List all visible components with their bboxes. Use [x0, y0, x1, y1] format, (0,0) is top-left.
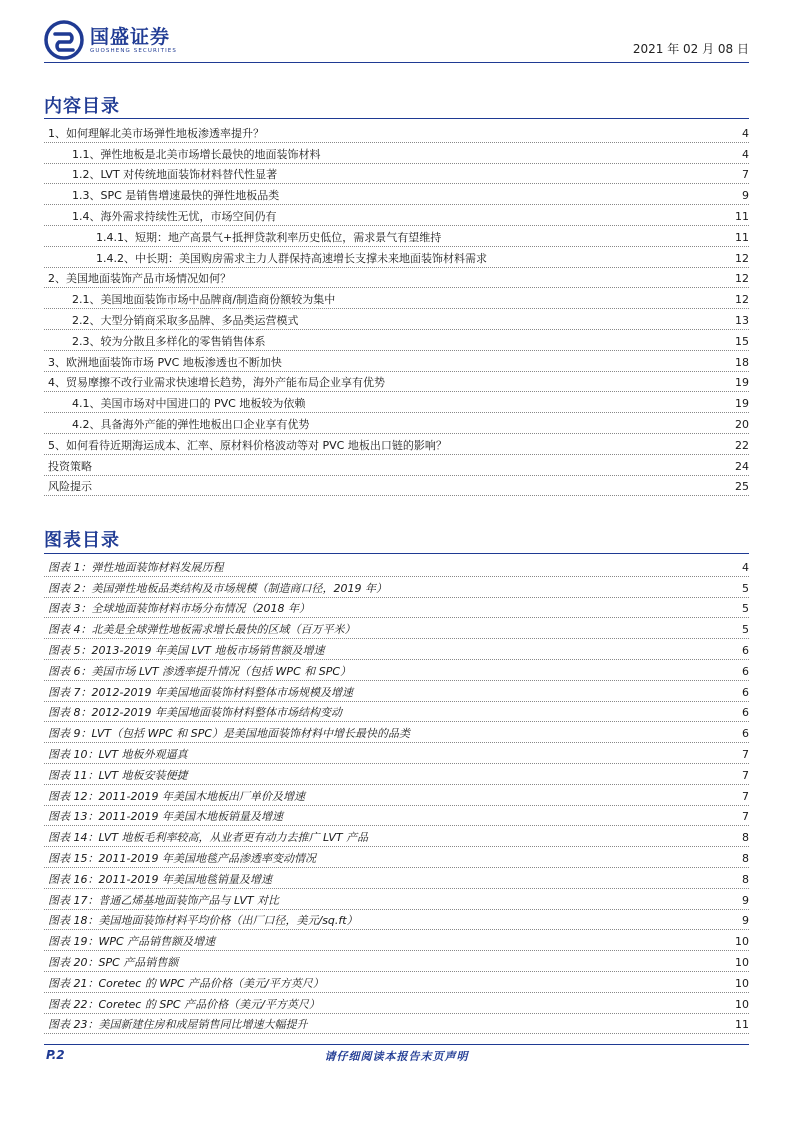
entry-page-number: 8: [742, 872, 749, 886]
entry-page-number: 12: [735, 251, 749, 265]
entry-title: 图表 12：2011-2019 年美国木地板出厂单价及增速: [48, 789, 305, 803]
entry-page-number: 8: [742, 851, 749, 865]
entry-title: 图表 10：LVT 地板外观逼真: [48, 747, 188, 761]
entry-title: 图表 2：美国弹性地板品类结构及市场规模（制造商口径，2019 年）: [48, 581, 387, 595]
entry-title: 2.1、美国地面装饰市场中品牌商/制造商份额较为集中: [72, 293, 336, 307]
figure-entry[interactable]: [44, 577, 749, 598]
company-logo: [44, 20, 177, 60]
entry-title: 图表 13：2011-2019 年美国木地板销量及增速: [48, 810, 283, 824]
contents-entry[interactable]: [44, 143, 749, 164]
figures-title-divider: [44, 553, 749, 554]
contents-entry[interactable]: [44, 122, 749, 143]
contents-entry[interactable]: [44, 268, 749, 289]
figure-entry[interactable]: [44, 889, 749, 910]
contents-entry[interactable]: [44, 164, 749, 185]
contents-list: [44, 122, 749, 496]
entry-page-number: 24: [735, 459, 749, 473]
figure-entry[interactable]: [44, 598, 749, 619]
entry-title: 4.2、具备海外产能的弹性地板出口企业享有优势: [72, 417, 310, 431]
entry-page-number: 7: [742, 747, 749, 761]
figures-list: [44, 556, 749, 1034]
entry-page-number: 5: [742, 623, 749, 637]
entry-title: 图表 14：LVT 地板毛利率较高，从业者更有动力去推广 LVT 产品: [48, 831, 369, 845]
entry-title: 3、欧洲地面装饰市场 PVC 地板渗透也不断加快: [48, 355, 282, 369]
entry-page-number: 7: [742, 789, 749, 803]
contents-entry[interactable]: [44, 309, 749, 330]
guosheng-logo-icon: [44, 20, 84, 60]
contents-entry[interactable]: [44, 476, 749, 497]
entry-title: 1、如何理解北美市场弹性地板渗透率提升？: [48, 126, 264, 140]
entry-page-number: 13: [735, 313, 749, 327]
page-header: [44, 20, 749, 64]
entry-title: 1.1、弹性地板是北美市场增长最快的地面装饰材料: [72, 147, 321, 161]
figure-entry[interactable]: [44, 910, 749, 931]
entry-title: 图表 21：Coretec 的 WPC 产品价格（美元/平方英尺）: [48, 976, 324, 990]
contents-entry[interactable]: [44, 392, 749, 413]
entry-page-number: 20: [735, 417, 749, 431]
contents-entry[interactable]: [44, 226, 749, 247]
contents-entry[interactable]: [44, 184, 749, 205]
entry-title: 4.1、美国市场对中国进口的 PVC 地板较为依赖: [72, 397, 306, 411]
entry-title: 图表 22：Coretec 的 SPC 产品价格（美元/平方英尺）: [48, 997, 320, 1011]
figures-title: 图表目录: [44, 530, 120, 551]
contents-entry[interactable]: [44, 330, 749, 351]
entry-title: 4、贸易摩擦不改行业需求快速增长趋势，海外产能布局企业享有优势: [48, 376, 385, 390]
entry-title: 图表 15：2011-2019 年美国地毯产品渗透率变动情况: [48, 851, 316, 865]
entry-page-number: 10: [735, 955, 749, 969]
entry-title: 图表 16：2011-2019 年美国地毯销量及增速: [48, 872, 272, 886]
report-date: 2021 年 02 月 08 日: [632, 42, 749, 56]
header-divider: [44, 62, 749, 63]
entry-page-number: 11: [735, 209, 749, 223]
entry-title: 风险提示: [48, 480, 92, 494]
company-sub-name: GUOSHENG SECURITIES: [90, 47, 177, 54]
contents-title: 内容目录: [44, 96, 120, 117]
entry-page-number: 4: [742, 147, 749, 161]
entry-page-number: 10: [735, 976, 749, 990]
contents-title-divider: [44, 118, 749, 119]
entry-page-number: 4: [742, 560, 749, 574]
entry-page-number: 18: [735, 355, 749, 369]
entry-page-number: 10: [735, 997, 749, 1011]
entry-title: 5、如何看待近期海运成本、汇率、原材料价格波动等对 PVC 地板出口链的影响？: [48, 438, 447, 452]
entry-page-number: 10: [735, 935, 749, 949]
entry-page-number: 6: [742, 727, 749, 741]
entry-title: 1.2、LVT 对传统地面装饰材料替代性显著: [72, 168, 278, 182]
contents-entry[interactable]: [44, 351, 749, 372]
figure-entry[interactable]: [44, 764, 749, 785]
entry-title: 图表 6：美国市场 LVT 渗透率提升情况（包括 WPC 和 SPC）: [48, 664, 352, 678]
entry-title: 图表 5：2013-2019 年美国 LVT 地板市场销售额及增速: [48, 643, 325, 657]
figure-entry[interactable]: [44, 806, 749, 827]
entry-page-number: 5: [742, 602, 749, 616]
figure-entry[interactable]: [44, 556, 749, 577]
entry-title: 图表 17：普通乙烯基地面装饰产品与 LVT 对比: [48, 893, 280, 907]
entry-page-number: 6: [742, 664, 749, 678]
figure-entry[interactable]: [44, 722, 749, 743]
footer-disclaimer: 请仔细阅读本报告末页声明: [324, 1050, 469, 1063]
figure-entry[interactable]: [44, 826, 749, 847]
entry-page-number: 19: [735, 397, 749, 411]
figure-entry[interactable]: [44, 681, 749, 702]
contents-entry[interactable]: [44, 372, 749, 393]
entry-title: 图表 19：WPC 产品销售额及增速: [48, 935, 216, 949]
entry-title: 图表 8：2012-2019 年美国地面装饰材料整体市场结构变动: [48, 706, 342, 720]
entry-title: 图表 20：SPC 产品销售额: [48, 955, 179, 969]
entry-title: 图表 18：美国地面装饰材料平均价格（出厂口径，美元/sq.ft）: [48, 914, 358, 928]
page-number: P.2: [46, 1048, 65, 1062]
figure-entry[interactable]: [44, 618, 749, 639]
entry-title: 2、美国地面装饰产品市场情况如何？: [48, 272, 231, 286]
figure-entry[interactable]: [44, 868, 749, 889]
figure-entry[interactable]: [44, 660, 749, 681]
figure-entry[interactable]: [44, 951, 749, 972]
contents-entry[interactable]: [44, 205, 749, 226]
entry-title: 图表 23：美国新建住房和成屋销售同比增速大幅提升: [48, 1018, 308, 1032]
figure-entry[interactable]: [44, 1014, 749, 1035]
entry-title: 投资策略: [48, 459, 92, 473]
entry-page-number: 22: [735, 438, 749, 452]
figure-entry[interactable]: [44, 847, 749, 868]
entry-title: 2.3、较为分散且多样化的零售销售体系: [72, 334, 266, 348]
entry-title: 图表 11：LVT 地板安装便捷: [48, 768, 188, 782]
figure-entry[interactable]: [44, 743, 749, 764]
entry-page-number: 12: [735, 293, 749, 307]
figure-entry[interactable]: [44, 639, 749, 660]
entry-page-number: 4: [742, 126, 749, 140]
entry-page-number: 25: [735, 480, 749, 494]
entry-page-number: 8: [742, 831, 749, 845]
entry-page-number: 7: [742, 810, 749, 824]
entry-title: 图表 3：全球地面装饰材料市场分布情况（2018 年）: [48, 602, 310, 616]
contents-entry[interactable]: [44, 288, 749, 309]
entry-title: 图表 9：LVT（包括 WPC 和 SPC）是美国地面装饰材料中增长最快的品类: [48, 727, 411, 741]
contents-entry[interactable]: [44, 455, 749, 476]
entry-page-number: 6: [742, 706, 749, 720]
entry-page-number: 7: [742, 168, 749, 182]
entry-page-number: 9: [742, 893, 749, 907]
entry-page-number: 9: [742, 189, 749, 203]
entry-page-number: 19: [735, 376, 749, 390]
entry-title: 图表 4：北美是全球弹性地板需求增长最快的区域（百万平米）: [48, 623, 356, 637]
entry-page-number: 7: [742, 768, 749, 782]
entry-page-number: 6: [742, 643, 749, 657]
entry-page-number: 12: [735, 272, 749, 286]
entry-title: 1.3、SPC 是销售增速最快的弹性地板品类: [72, 189, 280, 203]
entry-title: 1.4、海外需求持续性无忧，市场空间仍有: [72, 209, 277, 223]
entry-page-number: 9: [742, 914, 749, 928]
entry-title: 2.2、大型分销商采取多品牌、多品类运营模式: [72, 313, 299, 327]
entry-page-number: 11: [735, 230, 749, 244]
footer-divider: [44, 1044, 749, 1045]
contents-entry[interactable]: [44, 434, 749, 455]
entry-title: 1.4.1、短期：地产高景气+抵押贷款利率历史低位，需求景气有望维持: [96, 230, 442, 244]
figure-entry[interactable]: [44, 930, 749, 951]
company-name: 国盛证券: [90, 25, 171, 48]
entry-page-number: 15: [735, 334, 749, 348]
figure-entry[interactable]: [44, 993, 749, 1014]
entry-page-number: 6: [742, 685, 749, 699]
contents-entry[interactable]: [44, 247, 749, 268]
contents-entry[interactable]: [44, 413, 749, 434]
figure-entry[interactable]: [44, 972, 749, 993]
entry-title: 图表 1：弹性地面装饰材料发展历程: [48, 560, 224, 574]
entry-title: 图表 7：2012-2019 年美国地面装饰材料整体市场规模及增速: [48, 685, 353, 699]
entry-page-number: 11: [735, 1018, 749, 1032]
figure-entry[interactable]: [44, 785, 749, 806]
figure-entry[interactable]: [44, 702, 749, 723]
entry-page-number: 5: [742, 581, 749, 595]
entry-title: 1.4.2、中长期：美国购房需求主力人群保持高速增长支撑未来地面装饰材料需求: [96, 251, 487, 265]
